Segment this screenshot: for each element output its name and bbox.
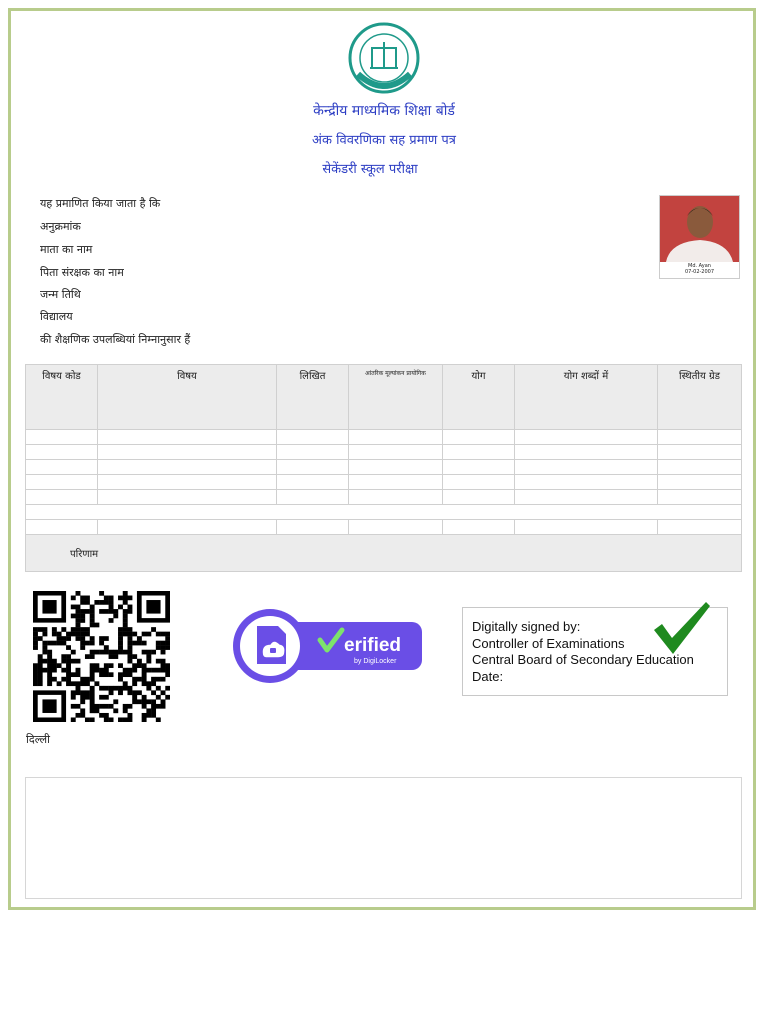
mother-name-label: माता का नाम — [40, 243, 93, 256]
signature-line-4: Date: — [472, 669, 504, 685]
green-checkmark-icon — [650, 600, 712, 656]
result-label: परिणाम — [26, 535, 742, 572]
badge-text: erified — [344, 635, 402, 656]
achievement-line: की शैक्षणिक उपलब्धियां निम्नानुसार हैं — [40, 333, 191, 346]
table-row — [26, 475, 742, 490]
table-row — [26, 430, 742, 445]
result-row — [26, 535, 742, 572]
table-row — [26, 505, 742, 520]
cbse-logo-icon — [348, 22, 420, 98]
person-silhouette-icon — [660, 196, 739, 262]
document-title: अंक विवरणिका सह प्रमाण पत्र — [312, 133, 456, 148]
exam-name: सेकेंडरी स्कूल परीक्षा — [322, 162, 418, 177]
school-label: विद्यालय — [40, 310, 73, 323]
marks-table — [25, 364, 742, 572]
signature-line-2: Controller of Examinations — [472, 635, 625, 651]
table-row — [26, 490, 742, 505]
signature-line-1: Digitally signed by: — [472, 619, 581, 634]
certify-line: यह प्रमाणित किया जाता है कि — [40, 197, 161, 210]
col-total-in-words: योग शब्दों में — [515, 365, 658, 430]
photo-name: Md. Ayan — [688, 263, 711, 269]
digilocker-verified-badge — [232, 608, 424, 686]
roll-number-label: अनुक्रमांक — [40, 220, 81, 233]
badge-subtext: by DigiLocker — [354, 658, 397, 665]
col-total: योग — [443, 365, 515, 430]
photo-image — [660, 196, 739, 262]
board-name: केन्द्रीय माध्यमिक शिक्षा बोर्ड — [313, 103, 455, 119]
dob-label: जन्म तिथि — [40, 288, 81, 301]
col-subject-code: विषय कोड — [26, 365, 98, 430]
candidate-photo — [659, 195, 740, 279]
qr-code-icon — [33, 591, 170, 722]
table-row — [26, 445, 742, 460]
col-positional-grade: स्थितीय ग्रेड — [658, 365, 742, 430]
col-subject: विषय — [98, 365, 277, 430]
signature-line-3: Central Board of Secondary Education — [472, 652, 694, 668]
table-row — [26, 460, 742, 475]
col-written: लिखित — [277, 365, 349, 430]
place-label: दिल्ली — [26, 733, 50, 746]
photo-date: 07-02-2007 — [684, 269, 715, 275]
col-internal-assessment: आंतरिक मूल्यांकन प्रायोगिक — [349, 365, 443, 430]
remarks-box — [25, 777, 742, 899]
table-row — [26, 520, 742, 535]
father-name-label: पिता संरक्षक का नाम — [40, 266, 124, 279]
